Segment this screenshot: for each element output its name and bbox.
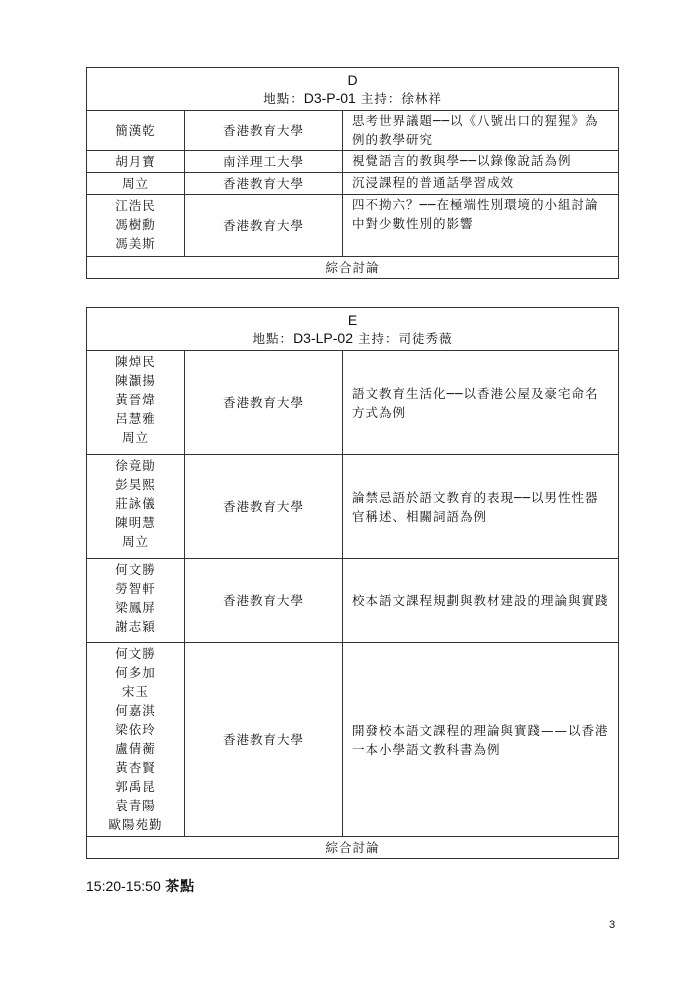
session-header-row (87, 68, 619, 111)
paper-topic: 四不拗六？──在極端性別環境的小組討論中對少數性別的影響 (343, 195, 619, 257)
presenter-name: 陳明慧 (115, 515, 156, 530)
table-row (87, 351, 619, 455)
presenter-names (87, 351, 185, 455)
break-label: 茶點 (165, 879, 196, 895)
presenter-names (87, 151, 185, 173)
presenter-name: 周立 (121, 176, 149, 191)
presenter-name: 黃杏賢 (115, 760, 156, 775)
presenter-name: 彭昊熙 (115, 477, 156, 492)
university: 香港教育大學 (185, 111, 343, 151)
presenter-name: 馮美斯 (115, 236, 156, 251)
session-header (87, 68, 619, 111)
general-discussion: 綜合討論 (87, 837, 619, 859)
table-row (87, 151, 619, 173)
paper-topic: 思考世界議題──以《八號出口的猩猩》為例的教學研究 (343, 111, 619, 151)
presenter-name: 何多加 (115, 665, 156, 680)
presenter-name: 歐陽苑勤 (108, 817, 163, 832)
session-e-table (86, 307, 619, 859)
session-header (87, 308, 619, 351)
paper-topic: 語文教育生活化──以香港公屋及豪宅命名方式為例 (343, 351, 619, 455)
presenter-name: 莊詠儀 (115, 496, 156, 511)
presenter-names (87, 195, 185, 257)
session-d-table (86, 67, 619, 279)
session-venue (87, 89, 618, 108)
university: 香港教育大學 (185, 559, 343, 643)
table-row (87, 111, 619, 151)
session-letter: E (347, 312, 358, 328)
page-number: 3 (609, 919, 616, 931)
presenter-name: 江浩民 (115, 198, 156, 213)
presenter-names (87, 111, 185, 151)
presenter-name: 何嘉淇 (115, 703, 156, 718)
university: 香港教育大學 (185, 173, 343, 195)
presenter-name: 宋玉 (121, 684, 149, 699)
session-letter: D (347, 72, 358, 88)
session-chair: 主持：司徒秀薇 (357, 331, 453, 346)
presenter-name: 馮樹勳 (115, 217, 156, 232)
presenter-name: 胡月寶 (115, 154, 156, 169)
tea-break (86, 876, 195, 896)
break-time: 15:20-15:50 (86, 878, 161, 894)
presenter-name: 徐竟勛 (115, 458, 156, 473)
university: 香港教育大學 (185, 455, 343, 559)
discussion-row (87, 837, 619, 859)
presenter-name: 勞智軒 (115, 581, 156, 596)
general-discussion: 綜合討論 (87, 257, 619, 279)
university: 香港教育大學 (185, 351, 343, 455)
table-row (87, 559, 619, 643)
university: 香港教育大學 (185, 195, 343, 257)
presenter-names (87, 173, 185, 195)
presenter-name: 何文勝 (115, 562, 156, 577)
presenter-name: 袁青陽 (115, 798, 156, 813)
venue-room: D3-LP-02 (293, 330, 353, 346)
university: 香港教育大學 (185, 643, 343, 837)
session-venue (87, 329, 618, 348)
table-row (87, 643, 619, 837)
paper-topic: 沉浸課程的普通話學習成效 (343, 173, 619, 195)
presenter-names (87, 559, 185, 643)
presenter-name: 黃晉煒 (115, 392, 156, 407)
session-header-row (87, 308, 619, 351)
session-chair: 主持：徐林祥 (360, 91, 442, 106)
table-row (87, 195, 619, 257)
presenter-name: 郭禹昆 (115, 779, 156, 794)
paper-topic: 論禁忌語於語文教育的表現──以男性性器官稱述、相關詞語為例 (343, 455, 619, 559)
presenter-name: 陳灝揚 (115, 373, 156, 388)
presenter-name: 簡漢乾 (115, 122, 156, 138)
presenter-name: 陳焯民 (115, 354, 156, 369)
presenter-name: 周立 (121, 534, 149, 549)
presenter-names (87, 643, 185, 837)
table-row (87, 455, 619, 559)
presenter-name: 呂慧雅 (115, 411, 156, 426)
presenter-name: 何文勝 (115, 646, 156, 661)
paper-topic: 開發校本語文課程的理論與實踐——以香港一本小學語文教科書為例 (343, 643, 619, 837)
discussion-row (87, 257, 619, 279)
venue-label: 地點： (252, 331, 294, 346)
presenter-name: 梁鳳屏 (115, 600, 156, 615)
presenter-name: 盧倩蘅 (115, 741, 156, 756)
venue-label: 地點： (263, 91, 304, 106)
presenter-name: 謝志穎 (115, 619, 156, 634)
university: 南洋理工大學 (185, 151, 343, 173)
paper-topic: 校本語文課程規劃與教材建設的理論與實踐 (343, 559, 619, 643)
presenter-name: 周立 (121, 430, 149, 445)
paper-topic: 視覺語言的教與學──以錄像說話為例 (343, 151, 619, 173)
venue-room: D3-P-01 (303, 90, 356, 106)
presenter-names (87, 455, 185, 559)
table-row (87, 173, 619, 195)
presenter-name: 梁依玲 (115, 722, 156, 737)
